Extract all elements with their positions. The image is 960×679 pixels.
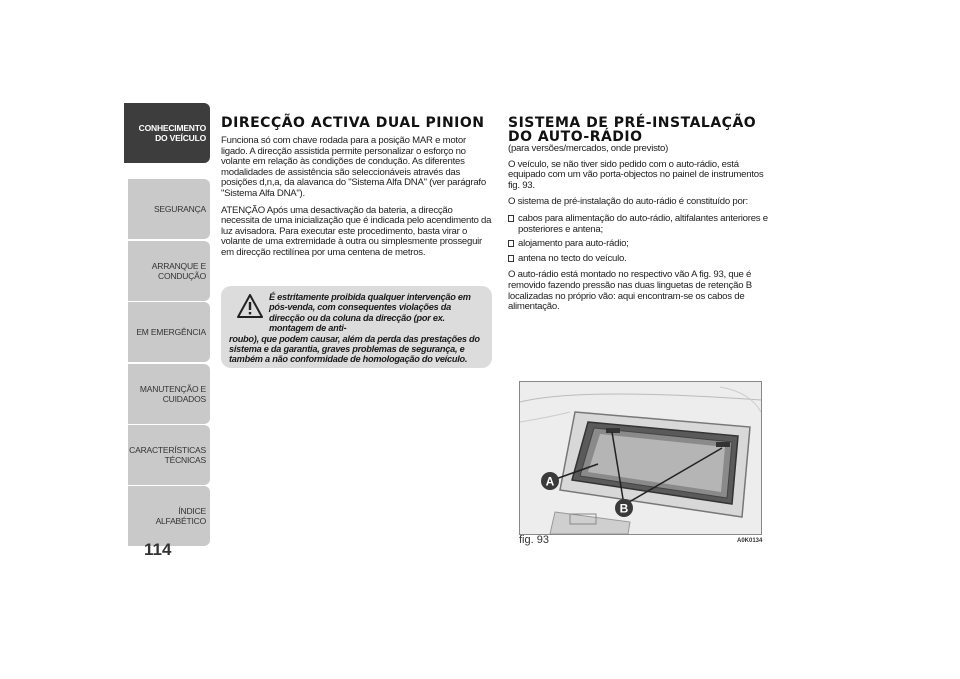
paragraph: O auto-rádio está montado no respectivo vão A fig. 93, que é removido fazendo pressão nas duas linguetas de retenção B localizadas no próprio vão: aqui encontram-se os cabos de alimentação.: [508, 269, 752, 313]
tab-label: CARACTERÍSTICAS: [129, 445, 206, 455]
tab-indice-alfabetico[interactable]: [128, 486, 210, 546]
checkbox-bullet-icon: [508, 255, 514, 262]
paragraph: O sistema de pré-instalação do auto-rádio é constituído por:: [508, 196, 748, 208]
subtitle: (para versões/mercados, onde previsto): [508, 143, 669, 154]
radio-compartment-illustration: [520, 382, 761, 534]
tab-conhecimento-do-veiculo[interactable]: [124, 103, 210, 163]
paragraph: Funciona só com chave rodada para a posição MAR e motor ligado. A direcção assistida permite personalizar o esforço no volante em relação às condições de condução. As diferentes modalidades de assistência são seleccionáveis através das posições d,n,a, da alavanca do "Sistema Alfa DNA" (ver parágrafo "Sistema Alfa DNA").: [221, 135, 486, 199]
tab-seguranca[interactable]: [128, 179, 210, 239]
paragraph: ATENÇÃO Após uma desactivação da bateria, a direcção necessita de uma inicialização que é indicada pelo acendimento da luz avisadora. Para executar este procedimento, basta virar o volante de uma extremidade à outra ou simplesmente prosseguir em direcção rectilínea por uma centena de metros.: [221, 204, 492, 258]
tab-label: CONHECIMENTO: [138, 123, 206, 133]
tab-label: CUIDADOS: [162, 394, 206, 404]
heading-line: DO AUTO-RÁDIO: [508, 129, 643, 145]
component-list: [508, 214, 776, 264]
paragraph: O veículo, se não tiver sido pedido com o auto-rádio, está equipado com um vão porta-objectos no painel de instrumentos fig. 93.: [508, 158, 764, 191]
tab-label: DO VEÍCULO: [155, 133, 206, 143]
list-item: antena no tecto do veículo.: [508, 254, 776, 265]
tab-manutencao-e-cuidados[interactable]: [128, 364, 210, 424]
warning-text: [229, 292, 487, 365]
label-b: B: [619, 501, 629, 516]
left-column: [221, 116, 493, 265]
list-item: alojamento para auto-rádio;: [508, 239, 776, 250]
warning-text-rest: roubo), que podem causar, além da perda das prestações do sistema e da garantia, graves problemas de segurança, e também a não conformidade de homologação do veículo.: [229, 333, 480, 365]
page-number: 114: [144, 540, 172, 559]
tab-arranque-e-conducao[interactable]: [128, 241, 210, 301]
label-a: A: [545, 474, 555, 489]
figure-code: A0K0134: [737, 538, 763, 544]
tab-label: ARRANQUE E: [151, 261, 206, 271]
tab-label: EM EMERGÊNCIA: [136, 327, 206, 337]
figure-caption: fig. 93: [519, 534, 549, 546]
checkbox-bullet-icon: [508, 215, 514, 222]
tab-label: CONDUÇÃO: [158, 271, 206, 281]
checkbox-bullet-icon: [508, 240, 514, 247]
tab-label: SEGURANÇA: [153, 204, 206, 214]
list-item: cabos para alimentação do auto-rádio, altifalantes anteriores e posteriores e antena;: [508, 214, 776, 235]
tab-label: TÉCNICAS: [164, 455, 206, 465]
tab-caracteristicas-tecnicas[interactable]: [128, 425, 210, 485]
warning-text-indented: É estritamente proibida qualquer intervenção em pós-venda, com consequentes violações da direcção ou da coluna da direcção (por ex. montagem de anti-: [269, 292, 471, 334]
warning-box: [221, 286, 492, 368]
tab-label: ÍNDICE ALFABÉTICO: [155, 506, 206, 526]
tab-label: MANUTENÇÃO E: [139, 384, 206, 394]
figure-radio-compartment: [519, 381, 762, 535]
heading-line: SISTEMA DE PRÉ-INSTALAÇÃO: [508, 115, 757, 131]
section-heading-direccao: DIRECÇÃO ACTIVA DUAL PINION: [221, 115, 485, 131]
section-heading-sistema: [508, 116, 776, 144]
right-column: [508, 116, 776, 319]
tab-em-emergencia[interactable]: [128, 302, 210, 362]
